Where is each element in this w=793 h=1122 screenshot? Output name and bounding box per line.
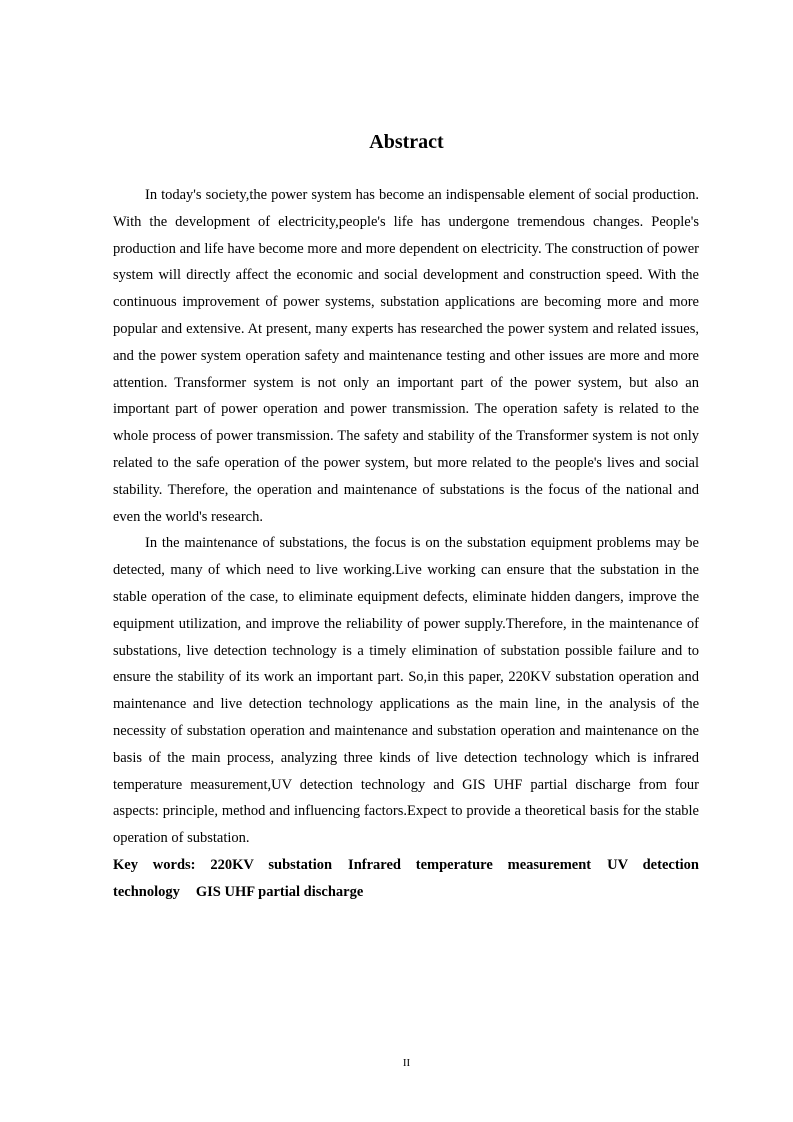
keyword-item: GIS UHF partial discharge bbox=[195, 883, 364, 900]
keyword-item: Infrared temperature measurement bbox=[348, 856, 592, 873]
abstract-paragraph-1: In today's society,the power system has become an indispensable element of social production. With the development of electricity,people's life has undergone tremendous changes. People's production and life have become more and more dependent on electricity. The construction of power system will directly affect the economic and social development and construction speed. With the continuous improvement of power systems, substation applications are becoming more and more popular and extensive. At present, many experts has researched the power system and related issues, and the power system operation safety and maintenance testing and other issues are more and more attention. Transformer system is not only an important part of the power system, but also an important part of power operation and power transmission. The operation safety is related to the whole process of power transmission. The safety and stability of the Transformer system is not only related to the safe operation of the power system, but more related to the people's lives and social stability. Therefore, the operation and maintenance of substations is the focus of the national and even the world's research. bbox=[113, 187, 699, 525]
keyword-item: 220KV substation bbox=[210, 856, 333, 873]
abstract-paragraph-2: In the maintenance of substations, the focus is on the substation equipment problems may be detected, many of which need to live working.Live working can ensure that the substation in the stable operation of the case, to eliminate equipment defects, eliminate hidden dangers, improve the equipment utilization, and improve the reliability of power supply.Therefore, in the maintenance of substations, live detection technology is a timely elimination of substation possible failure and to ensure the stability of its work an important part. So,in this paper, 220KV substation operation and maintenance and live detection technology applications as the main line, in the analysis of the necessity of substation operation and maintenance and substation operation and maintenance on the basis of the main process, analyzing three kinds of live detection technology which is infrared temperature measurement,UV detection technology and GIS UHF partial discharge from four aspects: principle, method and influencing factors.Expect to provide a theoretical basis for the stable operation of substation. bbox=[113, 535, 699, 847]
abstract-body bbox=[113, 182, 699, 906]
keywords-label: Key words: bbox=[113, 856, 196, 873]
page-number: II bbox=[402, 1057, 411, 1069]
abstract-title: Abstract bbox=[369, 131, 444, 153]
keywords-line bbox=[113, 852, 699, 906]
keyword-item: UV detection technology bbox=[113, 856, 699, 900]
